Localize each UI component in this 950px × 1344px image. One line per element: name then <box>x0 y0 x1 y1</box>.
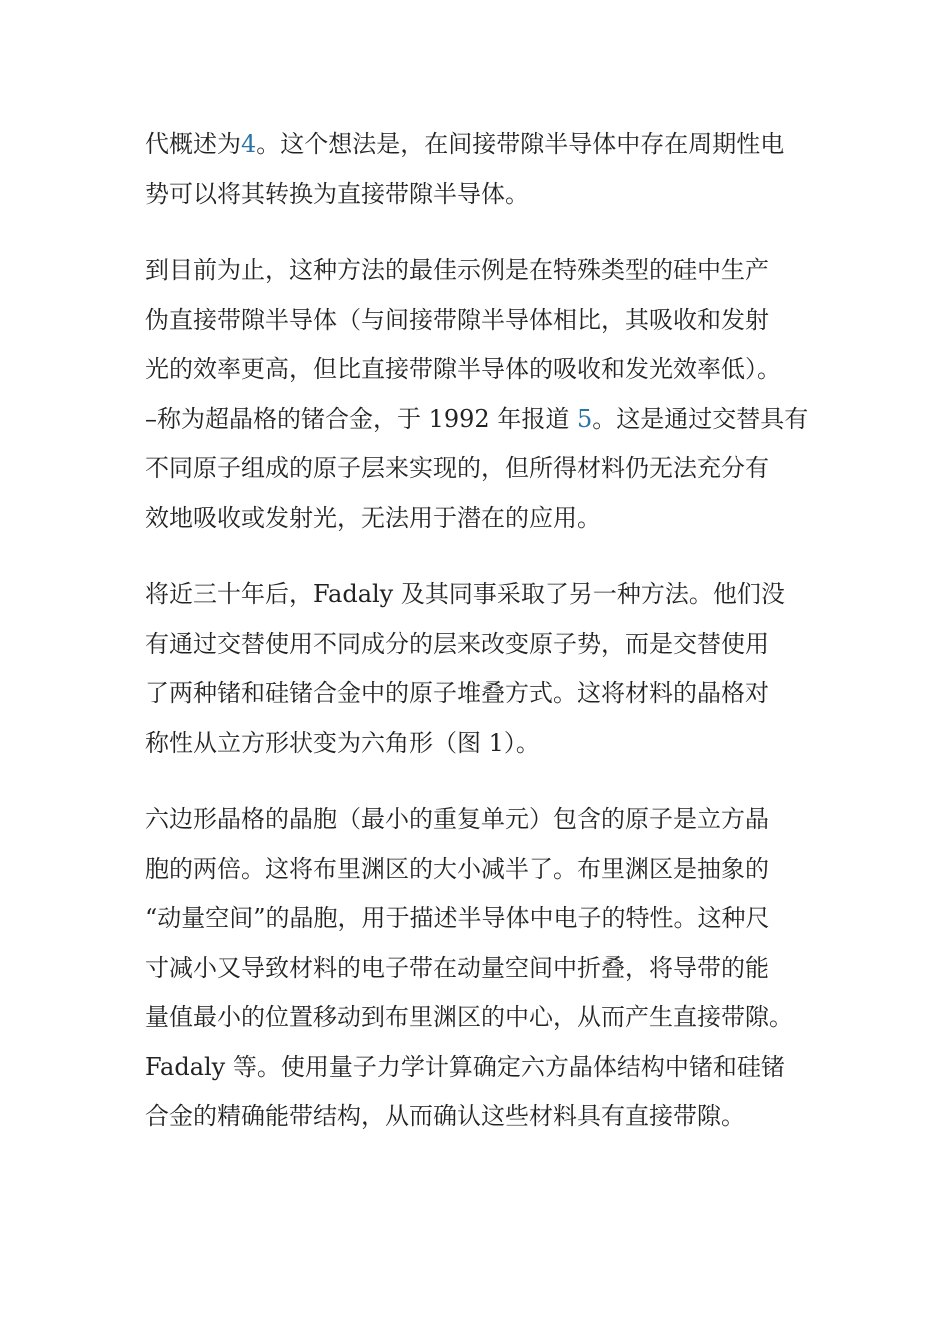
text-span: 。这是通过交替具有 <box>592 404 809 433</box>
text-line: 将近三十年后，Fadaly 及其同事采取了另一种方法。他们没 <box>145 580 785 608</box>
text-span: 。这个想法是，在间接带隙半导体中存在周期性电 <box>256 130 785 158</box>
text-line: 称性从立方形状变为六角形（图 1）。 <box>145 728 540 757</box>
text-line: Fadaly 等。使用量子力学计算确定六方晶体结构中锗和硅锗 <box>145 1052 785 1081</box>
paragraph-1 <box>145 120 825 219</box>
paragraph-4 <box>145 795 825 1142</box>
text-line: 势可以将其转换为直接带隙半导体。 <box>145 179 529 208</box>
text-line: 胞的两倍。这将布里渊区的大小减半了。布里渊区是抽象的 <box>145 854 769 883</box>
text-line: 效地吸收或发射光，无法用于潜在的应用。 <box>145 503 601 532</box>
paragraph-3 <box>145 570 825 768</box>
text-line: “动量空间”的晶胞，用于描述半导体中电子的特性。这种尺 <box>145 904 770 932</box>
text-line <box>145 395 825 445</box>
text-line: 六边形晶格的晶胞（最小的重复单元）包含的原子是立方晶 <box>145 805 769 833</box>
text-span: –称为超晶格的锗合金，于 1992 年报道 <box>145 404 577 433</box>
article-body <box>145 120 825 1169</box>
reference-link-4[interactable]: 4 <box>241 130 257 158</box>
text-line: 合金的精确能带结构，从而确认这些材料具有直接带隙。 <box>145 1102 745 1130</box>
text-line: 光的效率更高，但比直接带隙半导体的吸收和发光效率低）。 <box>145 355 781 383</box>
text-line: 到目前为止，这种方法的最佳示例是在特殊类型的硅中生产 <box>145 256 769 284</box>
text-line: 了两种锗和硅锗合金中的原子堆叠方式。这将材料的晶格对 <box>145 679 769 707</box>
text-line: 有通过交替使用不同成分的层来改变原子势，而是交替使用 <box>145 629 769 658</box>
text-line: 量值最小的位置移动到布里渊区的中心，从而产生直接带隙。 <box>145 1003 793 1031</box>
reference-link-5[interactable]: 5 <box>576 404 593 433</box>
text-line: 伪直接带隙半导体（与间接带隙半导体相比，其吸收和发射 <box>145 305 769 334</box>
text-line: 不同原子组成的原子层来实现的，但所得材料仍无法充分有 <box>145 454 769 482</box>
text-line <box>145 120 825 170</box>
text-line: 寸减小又导致材料的电子带在动量空间中折叠，将导带的能 <box>145 953 769 982</box>
paragraph-2 <box>145 246 825 543</box>
text-span: 代概述为 <box>145 130 241 158</box>
